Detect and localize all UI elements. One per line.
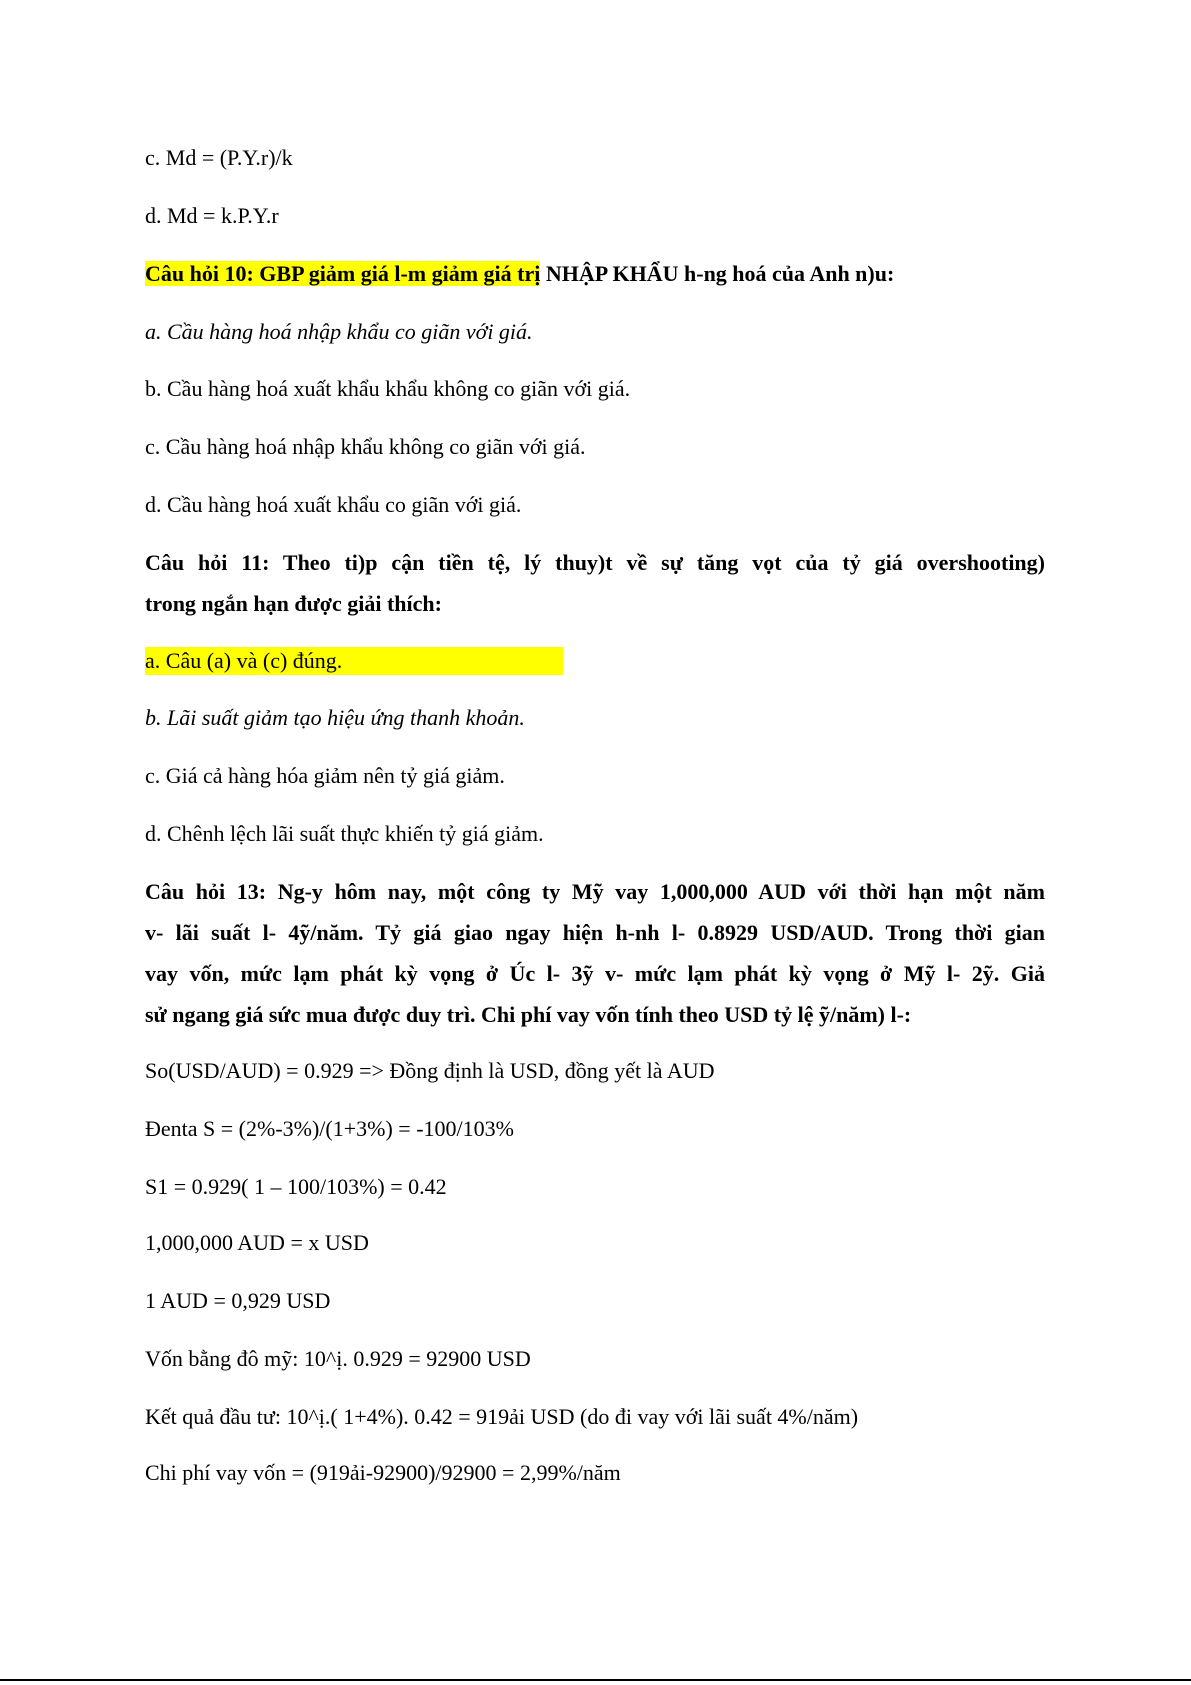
bottom-rule-divider: [0, 1679, 1191, 1681]
solution-line-8: Chi phí vay vốn = (919ải-92900)/92900 = 2,99%/năm: [145, 1460, 621, 1485]
question-10-option-c: c. Cầu hàng hoá nhập khẩu không co giãn với giá.: [145, 434, 586, 459]
solution-line-7: Kết quả đầu tư: 10^ị.( 1+4%). 0.42 = 919ải USD (do đi vay với lãi suất 4%/năm): [145, 1404, 859, 1429]
question-11-heading-line-1: Câu hỏi 11: Theo ti)p cận tiền tệ, lý thuy)t về sự tăng vọt của tỷ giá overshooting): [145, 550, 1045, 575]
question-13-line-1: Câu hỏi 13: Ng-y hôm nay, một công ty Mỹ vay 1,000,000 AUD với thời hạn một năm: [145, 879, 1045, 904]
solution-line-2: Đenta S = (2%-3%)/(1+3%) = -100/103%: [145, 1116, 514, 1141]
question-10-option-b: b. Cầu hàng hoá xuất khẩu khẩu không co giãn với giá.: [145, 376, 631, 401]
question-10-rest: NHẬP KHẨU h-ng hoá của Anh n)u:: [540, 261, 895, 286]
question-13-line-3: vay vốn, mức lạm phát kỳ vọng ở Úc l- 3ỹ v- mức lạm phát kỳ vọng ở Mỹ l- 2ỹ. Giả: [145, 961, 1045, 986]
question-13-line-4: sử ngang giá sức mua được duy trì. Chi phí vay vốn tính theo USD tỷ lệ ỹ/năm) l-:: [145, 1002, 912, 1027]
question-11-option-b: b. Lãi suất giảm tạo hiệu ứng thanh khoản.: [145, 705, 525, 730]
solution-line-6: Vốn bằng đô mỹ: 10^ị. 0.929 = 92900 USD: [145, 1346, 531, 1371]
solution-line-4: 1,000,000 AUD = x USD: [145, 1230, 369, 1255]
question-10-heading: [145, 260, 894, 288]
question-11-option-d: d. Chênh lệch lãi suất thực khiến tỷ giá giảm.: [145, 821, 544, 846]
option-c-formula: c. Md = (P.Y.r)/k: [145, 145, 293, 170]
question-13-line-2: v- lãi suất l- 4ỹ/năm. Tỷ giá giao ngay hiện h-nh l- 0.8929 USD/AUD. Trong thời gian: [145, 920, 1045, 945]
question-11-option-a-highlight: a. Câu (a) và (c) đúng.: [145, 647, 563, 675]
solution-line-3: S1 = 0.929( 1 – 100/103%) = 0.42: [145, 1174, 447, 1199]
solution-line-1: So(USD/AUD) = 0.929 => Đồng định là USD, đồng yết là AUD: [145, 1058, 715, 1083]
question-10-option-d: d. Cầu hàng hoá xuất khẩu co giãn với giá.: [145, 492, 522, 517]
question-11-option-c: c. Giá cả hàng hóa giảm nên tỷ giá giảm.: [145, 763, 505, 788]
question-10-highlight: Câu hỏi 10: GBP giảm giá l-m giảm giá trị: [145, 261, 541, 286]
question-10-option-a: a. Cầu hàng hoá nhập khẩu co giãn với giá.: [145, 319, 533, 344]
solution-line-5: 1 AUD = 0,929 USD: [145, 1288, 331, 1313]
question-11-option-a: [145, 647, 563, 675]
option-d-formula: d. Md = k.P.Y.r: [145, 203, 279, 228]
question-11-heading-line-2: trong ngắn hạn được giải thích:: [145, 591, 442, 616]
